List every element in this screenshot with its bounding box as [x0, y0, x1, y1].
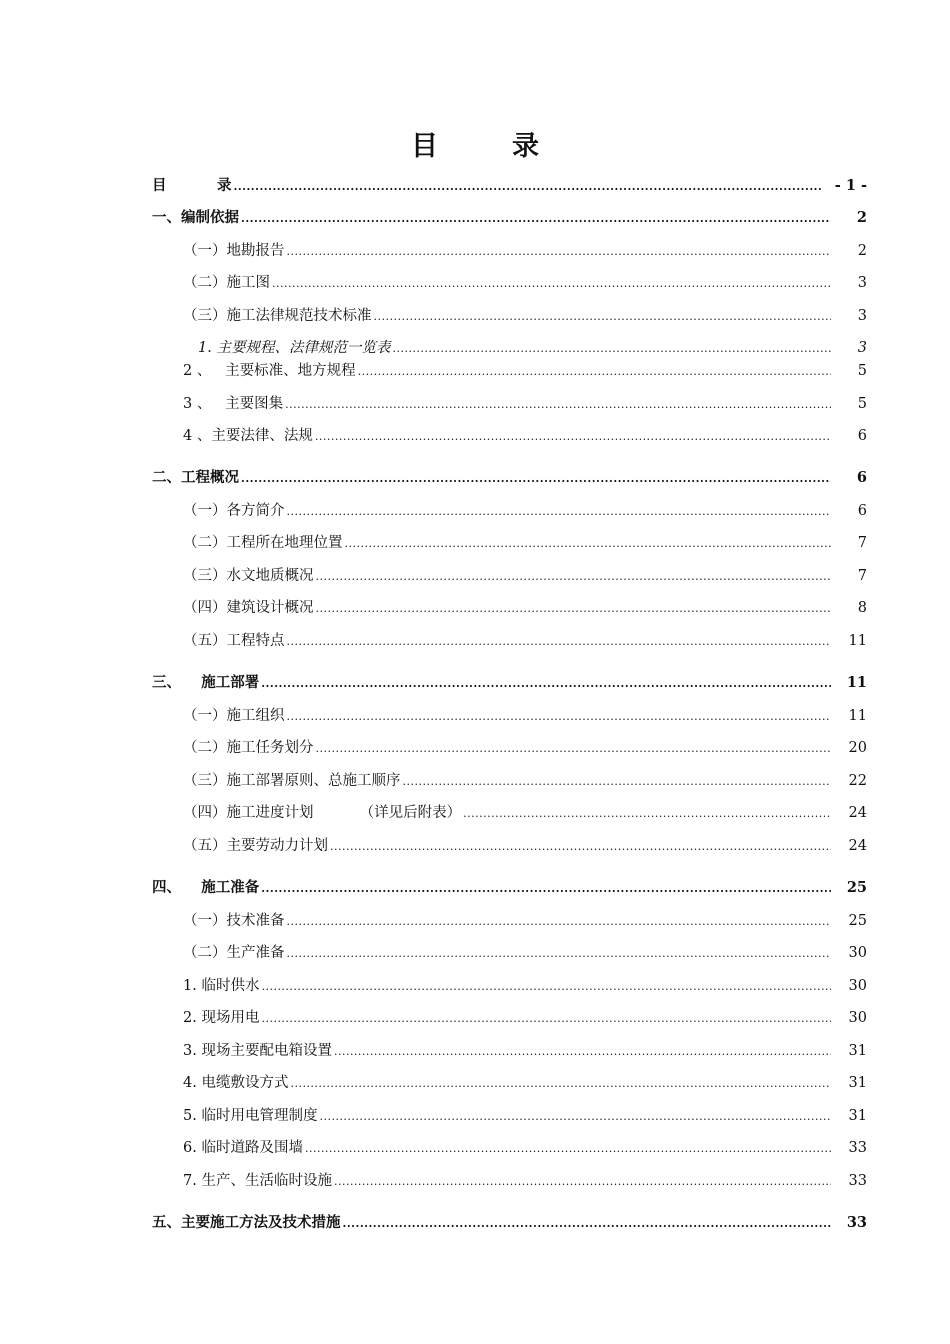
toc-entry-label: 三、 施工部署	[152, 674, 260, 691]
toc-entry-page: 33	[848, 1173, 867, 1189]
toc-entry-page: 22	[848, 773, 867, 789]
toc-leader-dots	[261, 878, 831, 899]
toc-entry-label: 二、工程概况	[152, 469, 239, 486]
toc-leader-dots	[241, 208, 831, 229]
toc-leader-dots	[290, 1073, 831, 1094]
toc-entry-page: 11	[846, 674, 867, 691]
toc-leader-dots	[287, 501, 832, 522]
toc-entry-label: 5. 临时用电管理制度	[183, 1108, 318, 1124]
toc-entry-label: 3. 现场主要配电箱设置	[183, 1043, 332, 1059]
toc-entry[interactable]	[183, 1171, 867, 1191]
toc-entry-page: 6	[856, 469, 867, 486]
toc-entry[interactable]	[152, 673, 867, 693]
toc-leader-dots	[261, 976, 831, 997]
toc-entry-label: 五、主要施工方法及技术措施	[152, 1214, 341, 1231]
toc-entry[interactable]	[152, 1213, 867, 1233]
toc-entry[interactable]	[152, 208, 867, 228]
toc-leader-dots	[287, 631, 832, 652]
toc-entry-label: （三）水文地质概况	[183, 568, 314, 584]
toc-entry-page: 20	[848, 740, 867, 756]
toc-leader-dots	[272, 273, 831, 294]
toc-entry-page: 30	[848, 978, 867, 994]
toc-entry-label: 4 、主要法律、法规	[183, 428, 313, 444]
toc-entry[interactable]	[152, 468, 867, 488]
toc-leader-dots	[261, 1008, 831, 1029]
toc-entry-label: 一、编制依据	[152, 209, 239, 226]
toc-entry-page: 33	[846, 1214, 867, 1231]
toc-entry[interactable]	[198, 338, 867, 358]
toc-entry-page: 6	[857, 503, 867, 519]
toc-entry-label: 1. 临时供水	[183, 978, 260, 994]
toc-leader-dots	[241, 468, 831, 489]
toc-entry-page: 11	[848, 633, 867, 649]
toc-entry[interactable]	[183, 738, 867, 758]
toc-leader-dots	[287, 911, 832, 932]
toc-leader-dots	[316, 598, 832, 619]
toc-entry-label: 3 、 主要图集	[183, 396, 284, 412]
toc-entry-page: 3	[857, 275, 867, 291]
toc-leader-dots	[287, 241, 832, 262]
toc-entry-label: （一）技术准备	[183, 913, 285, 929]
toc-leader-dots	[345, 533, 832, 554]
toc-entry-label: （五）工程特点	[183, 633, 285, 649]
toc-entry-label: 2 、 主要标准、地方规程	[183, 363, 356, 379]
toc-entry[interactable]	[183, 1073, 867, 1093]
toc-entry[interactable]	[183, 501, 867, 521]
toc-leader-dots	[403, 771, 832, 792]
toc-leader-dots	[233, 176, 820, 197]
toc-entry-page: 3	[857, 340, 867, 356]
toc-entry[interactable]	[183, 273, 867, 293]
toc-entry-label: （五）主要劳动力计划	[183, 838, 328, 854]
toc-entry[interactable]	[183, 771, 867, 791]
toc-entry[interactable]	[183, 976, 867, 996]
toc-entry-page: 6	[857, 428, 867, 444]
toc-entry-page: 7	[857, 535, 867, 551]
toc-entry[interactable]	[183, 598, 867, 618]
toc-entry-label: （四）建筑设计概况	[183, 600, 314, 616]
toc-entry[interactable]	[183, 394, 867, 414]
toc-entry-page: 31	[848, 1108, 867, 1124]
toc-leader-dots	[287, 706, 832, 727]
toc-entry-page: 3	[857, 308, 867, 324]
toc-entry-label: （二）施工图	[183, 275, 270, 291]
toc-entry[interactable]	[183, 803, 867, 823]
toc-leader-dots	[358, 361, 831, 382]
toc-entry-label: 4. 电缆敷设方式	[183, 1075, 289, 1091]
toc-leader-dots	[316, 738, 832, 759]
toc-entry[interactable]	[183, 911, 867, 931]
toc-entry[interactable]	[183, 566, 867, 586]
toc-entry-page: 2	[856, 209, 867, 226]
toc-entry[interactable]	[183, 533, 867, 553]
toc-entry-label: （二）施工任务划分	[183, 740, 314, 756]
toc-leader-dots	[343, 1213, 832, 1234]
toc-entry-page: 24	[848, 805, 867, 821]
toc-entry-label: 1. 主要规程、法律规范一览表	[198, 340, 391, 356]
toc-entry[interactable]	[183, 1106, 867, 1126]
toc-entry[interactable]	[183, 631, 867, 651]
toc-leader-dots	[330, 836, 831, 857]
page-title	[0, 124, 950, 163]
toc-entry-page: 30	[848, 1010, 867, 1026]
toc-leader-dots	[316, 566, 832, 587]
toc-entry-label: （二）工程所在地理位置	[183, 535, 343, 551]
toc-entry[interactable]	[183, 426, 867, 446]
toc-entry-page: 5	[857, 396, 867, 412]
toc-entry-page: 31	[848, 1043, 867, 1059]
toc-leader-dots	[261, 673, 831, 694]
toc-entry[interactable]	[183, 943, 867, 963]
toc-entry-label: （一）施工组织	[183, 708, 285, 724]
toc-entry-label: （一）地勘报告	[183, 243, 285, 259]
toc-entry-label: （一）各方简介	[183, 503, 285, 519]
toc-entry-label: 2. 现场用电	[183, 1010, 260, 1026]
toc-entry-page: 25	[846, 879, 867, 896]
toc-leader-dots	[463, 803, 831, 824]
toc-entry[interactable]	[183, 241, 867, 261]
toc-leader-dots	[319, 1106, 831, 1127]
toc-entry-page: 2	[857, 243, 867, 259]
toc-entry-label: （二）生产准备	[183, 945, 285, 961]
toc-entry-page: 25	[848, 913, 867, 929]
toc-entry-page: 11	[848, 708, 867, 724]
toc-entry-label: 目 录	[152, 177, 232, 194]
toc-entry-label: （四）施工进度计划 （详见后附表）	[183, 805, 462, 821]
toc-leader-dots	[305, 1138, 831, 1159]
toc-entry-page: 8	[857, 600, 867, 616]
toc-entry[interactable]	[183, 1138, 867, 1158]
toc-entry[interactable]	[152, 176, 867, 196]
title-char-1: 目	[411, 131, 438, 162]
toc-leader-dots	[374, 306, 832, 327]
toc-entry[interactable]	[183, 706, 867, 726]
toc-leader-dots	[392, 338, 831, 359]
toc-entry-page: 7	[857, 568, 867, 584]
toc-entry[interactable]	[183, 306, 867, 326]
toc-entry-page: 5	[857, 363, 867, 379]
toc-leader-dots	[334, 1171, 831, 1192]
title-char-2: 录	[512, 131, 539, 162]
toc-entry[interactable]	[152, 878, 867, 898]
toc-entry-label: 7. 生产、生活临时设施	[183, 1173, 332, 1189]
toc-entry-label: 四、 施工准备	[152, 879, 260, 896]
toc-entry[interactable]	[183, 1008, 867, 1028]
toc-entry-label: 6. 临时道路及围墙	[183, 1140, 303, 1156]
toc-entry-label: （三）施工部署原则、总施工顺序	[183, 773, 401, 789]
toc-entry-page: - 1 -	[834, 177, 867, 194]
toc-leader-dots	[285, 394, 831, 415]
toc-entry-label: （三）施工法律规范技术标准	[183, 308, 372, 324]
toc-entry-page: 24	[848, 838, 867, 854]
toc-entry-page: 31	[848, 1075, 867, 1091]
toc-leader-dots	[287, 943, 832, 964]
toc-entry[interactable]	[183, 1041, 867, 1061]
toc-leader-dots	[315, 426, 831, 447]
toc-entry-page: 33	[848, 1140, 867, 1156]
toc-entry[interactable]	[183, 836, 867, 856]
toc-leader-dots	[334, 1041, 831, 1062]
toc-entry-page: 30	[848, 945, 867, 961]
toc-entry[interactable]	[183, 361, 867, 381]
